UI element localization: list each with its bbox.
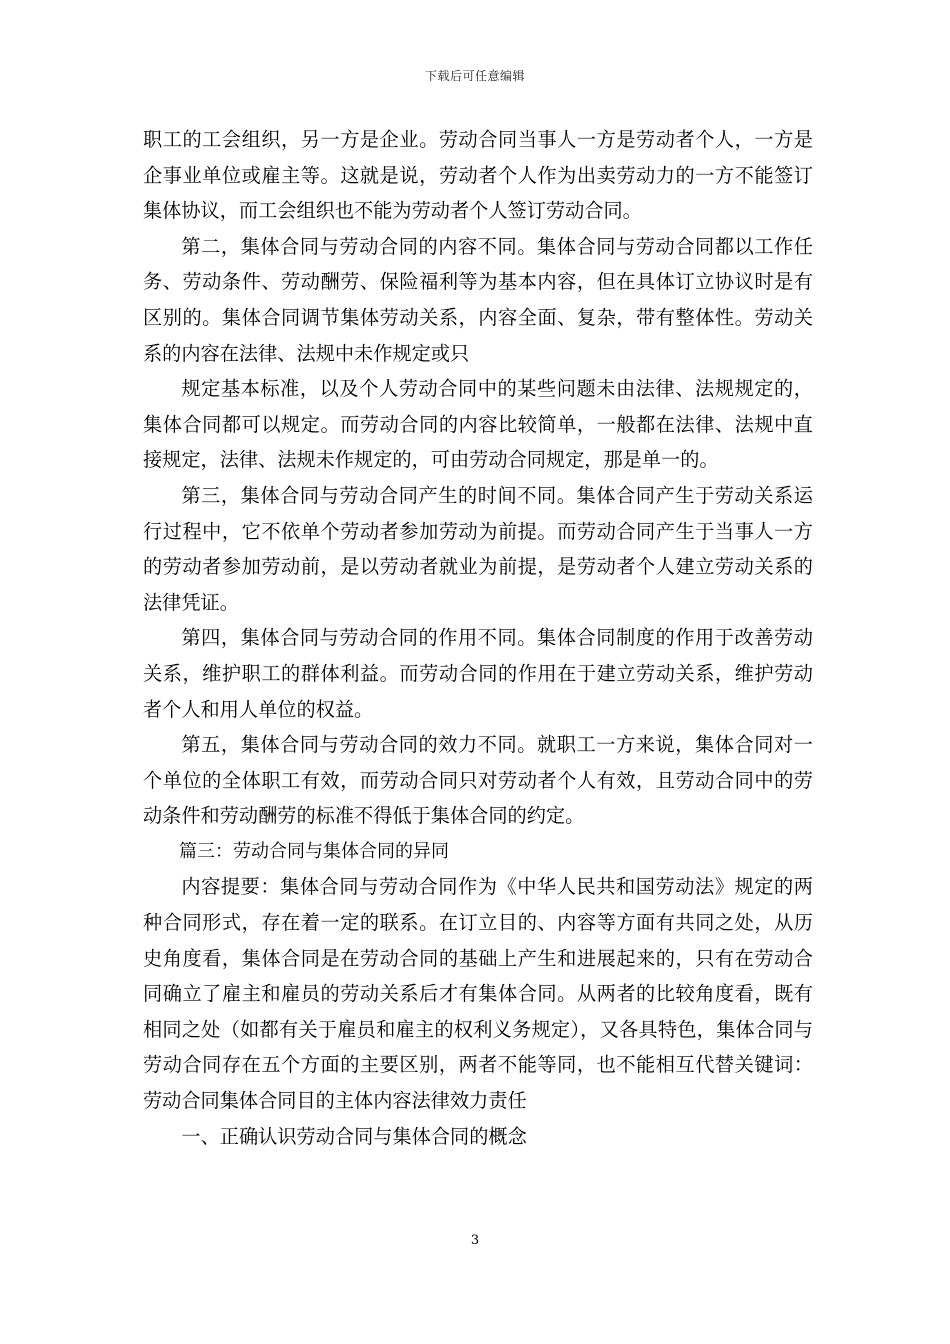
paragraph-continuation: 职工的工会组织，另一方是企业。劳动合同当事人一方是劳动者个人，一方是企事业单位或雇主等。这就是说，劳动者个人作为出卖劳动力的一方不能签订集体协议，而工会组织也不能为劳动者个人签订劳动合同。 [143,128,813,223]
document-body [143,122,813,1154]
paragraph-abstract: 内容提要：集体合同与劳动合同作为《中华人民共和国劳动法》规定的两种合同形式，存在着一定的联系。在订立目的、内容等方面有共同之处，从历史角度看，集体合同是在劳动合同的基础上产生和进展起来的，只有在劳动合同确立了雇主和雇员的劳动关系后才有集体合同。从两者的比较角度看，既有相同之处（如都有关于雇员和雇主的权利义务规定），又各具特色，集体合同与劳动合同存在五个方面的主要区别，两者不能等同，也不能相互代替关键词：劳动合同集体合同目的主体内容法律效力责任 [143,875,813,1113]
page-header: 下载后可任意编辑 [424,69,525,83]
section-heading-part-three: 篇三：劳动合同与集体合同的异同 [179,840,449,862]
section-heading-concepts: 一、正确认识劳动合同与集体合同的概念 [181,1124,527,1148]
paragraph-fourth-difference: 第四，集体合同与劳动合同的作用不同。集体合同制度的作用于改善劳动关系，维护职工的群体利益。而劳动合同的作用在于建立劳动关系，维护劳动者个人和用人单位的权益。 [143,626,813,721]
paragraph-second-difference: 第二，集体合同与劳动合同的内容不同。集体合同与劳动合同都以工作任务、劳动条件、劳动酬劳、保险福利等为基本内容，但在具体订立协议时是有区别的。集体合同调节集体劳动关系，内容全面、复杂，带有整体性。劳动关系的内容在法律、法规中未作规定或只 [143,234,813,365]
paragraph-fifth-difference: 第五，集体合同与劳动合同的效力不同。就职工一方来说，集体合同对一个单位的全体职工有效，而劳动合同只对劳动者个人有效，且劳动合同中的劳动条件和劳动酬劳的标准不得低于集体合同的约定。 [143,733,813,828]
page-number: 3 [470,1233,480,1248]
paragraph-content-standards: 规定基本标准，以及个人劳动合同中的某些问题未由法律、法规规定的，集体合同都可以规定。而劳动合同的内容比较简单，一般都在法律、法规中直接规定，法律、法规未作规定的，可由劳动合同规定，那是单一的。 [143,377,813,472]
paragraph-third-difference: 第三，集体合同与劳动合同产生的时间不同。集体合同产生于劳动关系运行过程中，它不依单个劳动者参加劳动为前提。而劳动合同产生于当事人一方的劳动者参加劳动前，是以劳动者就业为前提，是劳动者个人建立劳动关系的法律凭证。 [143,483,813,614]
